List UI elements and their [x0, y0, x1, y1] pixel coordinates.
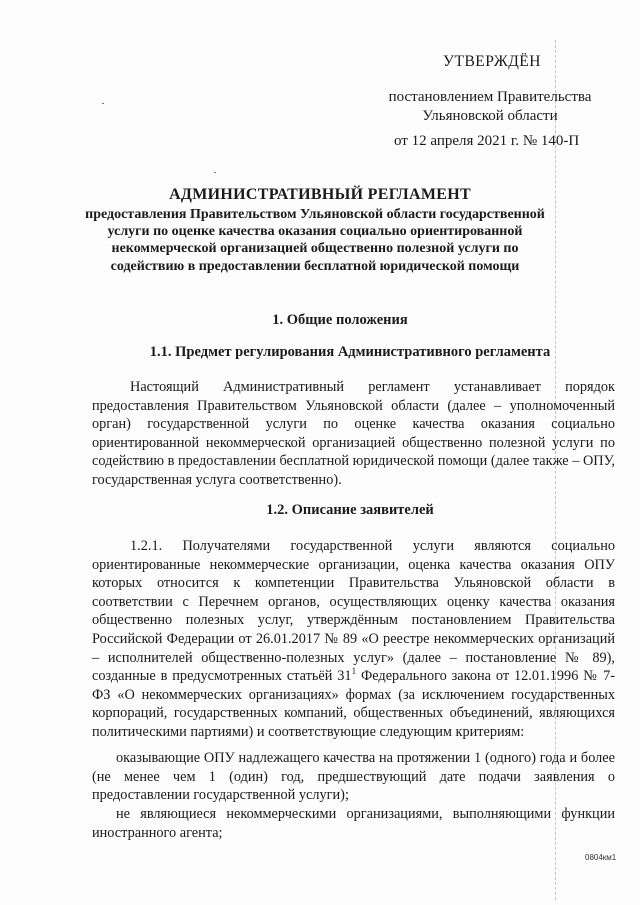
paragraph-text: Федерального закона от 12.01.1996 № 7-ФЗ «О некоммерческих организациях» формах (за исключением государственных корпораций, государственных компаний, общественных объединений, являющихся политическими партиями) и соответствующие следующим критериям: [92, 668, 615, 740]
superscript: 1 [351, 666, 357, 677]
scan-speck [102, 103, 104, 104]
approval-authority-line: Ульяновской области [422, 108, 558, 124]
scan-speck [214, 172, 216, 173]
paragraph: оказывающие ОПУ надлежащего качества на протяжении 1 (одного) года и более (не менее чем 1 (один) год, предшествующий дате подачи заявления о предоставлении государственной услуги); [92, 750, 615, 804]
approval-authority [388, 88, 592, 126]
paragraph-text: 1.2.1. Получателями государственной услуги являются социально ориентированные некоммерческие организации, оценка качества оказания ОПУ которых относится к компетенции Правительства Ульяновской области в соответствии с Перечнем органов, осуществляющих оценку качества оказания общественно полезных услуг, утверждённым постановлением Правительства Российской Федерации от 26.01.2017 № 89 «О реестре некоммерческих организаций – исполнителей общественно-полезных услуг» (далее – постановление № 89), созданные в предусмотренных статьёй 31 [92, 538, 615, 685]
section-heading: 1. Общие положения [272, 312, 408, 328]
document-title: АДМИНИСТРАТИВНЫЙ РЕГЛАМЕНТ [169, 186, 471, 203]
paragraph: не являющиеся некоммерческими организациями, выполняющими функции иностранного агента; [92, 806, 615, 841]
paragraph: Настоящий Административный регламент устанавливает порядок предоставления Правительством Ульяновской области (далее – уполномоченный орган) государственной услуги по оценке качества оказания социально ориентированной некоммерческой организацией общественно полезной услуги по содействию в предоставлении бесплатной юридической помощи (далее также – ОПУ, государственная услуга соответственно). [92, 379, 615, 488]
approval-authority-line: постановлением Правительства [388, 89, 592, 105]
approval-date: от 12 апреля 2021 г. № 140-П [394, 133, 580, 149]
document-subtitle: предоставления Правительством Ульяновской области государственной услуги по оценке качества оказания социально ориентированной некоммерческой организацией общественно полезной услуги по содействию в предоставлении бесплатной юридической помощи [85, 207, 545, 274]
section-heading: 1.2. Описание заявителей [266, 502, 434, 518]
document-code: 0804км1 [585, 853, 617, 862]
paragraph [92, 537, 615, 742]
approval-title: УТВЕРЖДЁН [443, 53, 541, 70]
section-heading: 1.1. Предмет регулирования Административного регламента [149, 344, 551, 360]
